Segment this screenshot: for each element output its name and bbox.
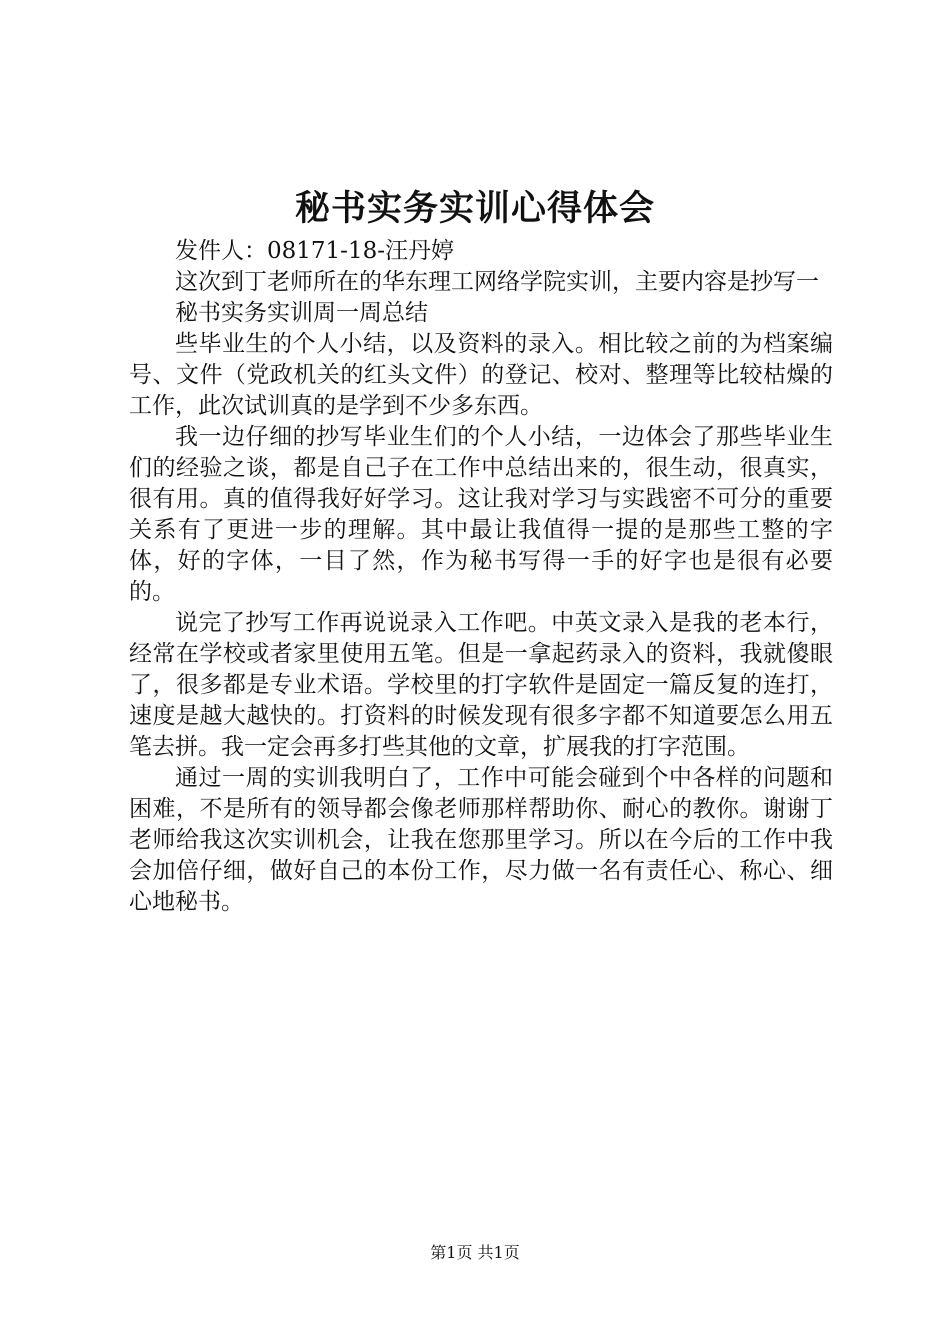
paragraph: 这次到丁老师所在的华东理工网络学院实训，主要内容是抄写一: [175, 269, 819, 295]
document-title: 秘书实务实训心得体会: [294, 188, 655, 229]
paragraph: 我一边仔细的抄写毕业生们的个人小结，一边体会了那些毕业生们的经验之谈，都是自己子在工作中总结出来的，很生动，很真实，很有用。真的值得我好好学习。这让我对学习与实践密不可分的重要关系有了更进一步的理解。其中最让我值得一提的是那些工整的字体，好的字体，一目了然，作为秘书写得一手的好字也是很有必要的。: [129, 424, 833, 605]
subheading: 秘书实务实训周一周总结: [175, 300, 428, 326]
sender-line: 发件人：08171-18-汪丹婷: [175, 238, 454, 264]
paragraph: 些毕业生的个人小结，以及资料的录入。相比较之前的为档案编号、文件（党政机关的红头文件）的登记、校对、整理等比较枯燥的工作，此次试训真的是学到不少多东西。: [129, 331, 833, 419]
paragraph: 通过一周的实训我明白了，工作中可能会碰到个中各样的问题和困难，不是所有的领导都会像老师那样帮助你、耐心的教你。谢谢丁老师给我这次实训机会，让我在您那里学习。所以在今后的工作中我会加倍仔细，做好自己的本份工作，尽力做一名有责任心、称心、细心地秘书。: [129, 765, 833, 915]
document-body: [129, 236, 833, 918]
page-number-footer: 第1页 共1页: [430, 1243, 520, 1262]
paragraph: 说完了抄写工作再说说录入工作吧。中英文录入是我的老本行，经常在学校或者家里使用五笔。但是一拿起药录入的资料，我就傻眼了，很多都是专业术语。学校里的打字软件是固定一篇反复的连打，速度是越大越快的。打资料的时候发现有很多字都不知道要怎么用五笔去拼。我一定会再多打些其他的文章，扩展我的打字范围。: [129, 610, 833, 760]
